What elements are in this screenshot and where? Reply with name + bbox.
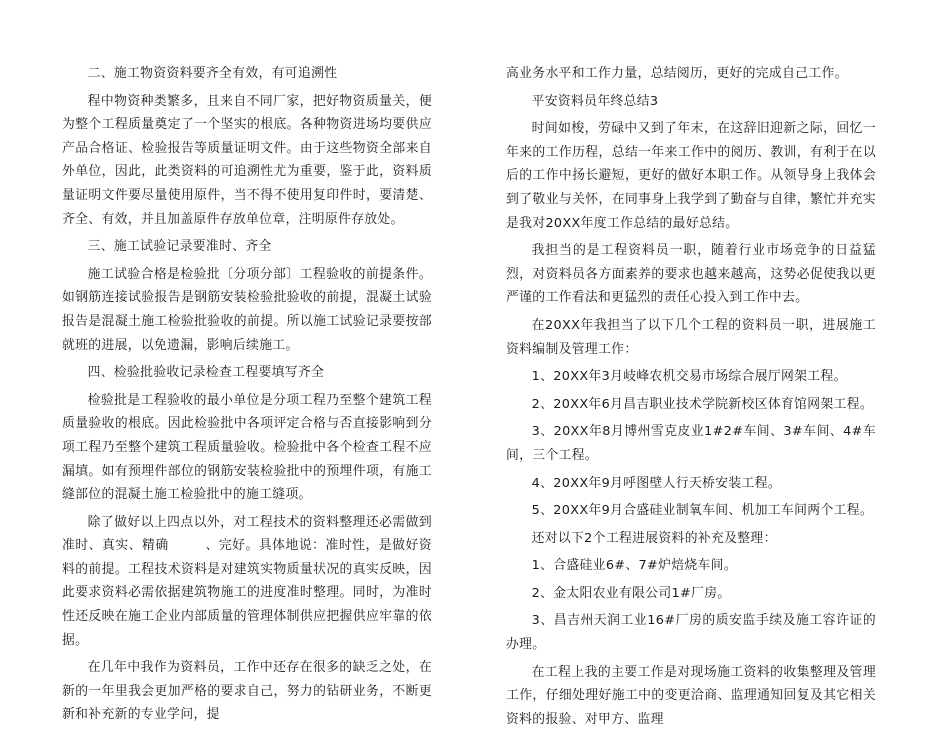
paragraph-closing: 在工程上我的主要工作是对现场施工资料的收集整理及管理工作，仔细处理好施工中的变更洽商、监理通知回复及其它相关资料的报验、对甲方、监理 <box>506 664 876 727</box>
list-item: 3、20XX年8月博州雪克皮业1#2#车间、3#车间、4#车间，三个工程。 <box>506 424 876 463</box>
list-item: 2、金太阳农业有限公司1#厂房。 <box>531 585 731 601</box>
list-item: 1、合盛硅业6#、7#炉焙烧车间。 <box>531 558 737 574</box>
section-heading-testing: 三、施工试验记录要准时、齐全 <box>87 239 272 255</box>
list-item: 5、20XX年9月合盛硅业制氧车间、机加工车间两个工程。 <box>531 503 874 519</box>
list-item: 1、20XX年3月岐峰农机交易市场综合展厅网架工程。 <box>531 369 847 385</box>
paragraph-continuation: 高业务水平和工作力量，总结阅历，更好的完成自己工作。 <box>506 66 848 81</box>
section-heading-inspection: 四、检验批验收记录检查工程要填写齐全 <box>87 365 325 381</box>
list-item: 2、20XX年6月昌吉职业技术学院新校区体育馆网架工程。 <box>531 396 874 412</box>
paragraph-materials: 程中物资种类繁多，且来自不同厂家，把好物资质量关，便为整个工程质量奠定了一个坚实的根底。各种物资进场均要供应产品合格证、检验报告等质量证明文件。由于这些物资全部来自外单位，因此，此类资料的可追溯性尤为重要，鉴于此，资料质量证明文件要尽量使用原件，当不得不使用复印件时，要清楚、齐全、有效，并且加盖原件存放单位章，注明原件存放处。 <box>62 93 432 227</box>
paragraph-reflection: 在几年中我作为资料员，工作中还存在很多的缺乏之处，在新的一年里我会更加严格的要求自己，努力的钻研业务，不断更新和补充新的专业学问，提 <box>62 660 432 723</box>
paragraph-role: 我担当的是工程资料员一职，随着行业市场竞争的日益猛烈，对资料员各方面素养的要求也越来越高，这势必促使我以更严谨的工作看法和更猛烈的责任心投入到工作中去。 <box>506 243 876 306</box>
list-item: 4、20XX年9月呼图壁人行天桥安装工程。 <box>531 475 781 491</box>
paragraph-inspection: 检验批是工程验收的最小单位是分项工程乃至整个建筑工程质量验收的根底。因此检验批中各项评定合格与否直接影响到分项工程乃至整个建筑工程质量验收。检验批中各个检查工程不应漏填。如有预埋件部位的钢筋安装检验批中的预埋件项，有施工缝部位的混凝土施工检验批中的施工缝项。 <box>62 392 432 503</box>
paragraph-testing: 施工试验合格是检验批〔分项分部〕工程验收的前提条件。如钢筋连接试验报告是钢筋安装检验批验收的前提，混凝土试验报告是混凝土施工检验批验收的前提。所以施工试验记录要按部就班的进展，以免遗漏，影响后续施工。 <box>62 266 432 353</box>
section-title: 平安资料员年终总结3 <box>531 93 659 109</box>
paragraph-summary: 除了做好以上四点以外，对工程技术的资料整理还必需做到准时、真实、精确 、完好。具体地说：准时性，是做好资料的前提。工程技术资料是对建筑实物质量状况的真实反映，因此要求资料必需依据建筑物施工的进度准时整理。同时，为准时性还反映在施工企业内部质量的管理体制供应把握供应牢靠的依据。 <box>62 514 432 648</box>
section-heading-materials: 二、施工物资资料要齐全有效，有可追溯性 <box>87 66 338 81</box>
paragraph-projects-intro: 在20XX年我担当了以下几个工程的资料员一职，进展施工资料编制及管理工作： <box>506 317 876 357</box>
right-column <box>506 62 876 735</box>
list-item: 3、昌吉州天润工业16#厂房的质安监手续及施工容许证的办理。 <box>506 613 876 653</box>
paragraph-intro: 时间如梭，劳碌中又到了年末，在这辞旧迎新之际，回忆一年来的工作历程，总结一年来工作中的阅历、教训，有利于在以后的工作中扬长避短，更好的做好本职工作。从领导身上我体会到了敬业与关怀，在同事身上我学到了勤奋与自律，繁忙并充实是我对20XX年度工作总结的最好总结。 <box>506 121 876 231</box>
paragraph-supplement-intro: 还对以下2个工程进展资料的补充及整理： <box>531 530 777 546</box>
left-column <box>62 62 432 731</box>
